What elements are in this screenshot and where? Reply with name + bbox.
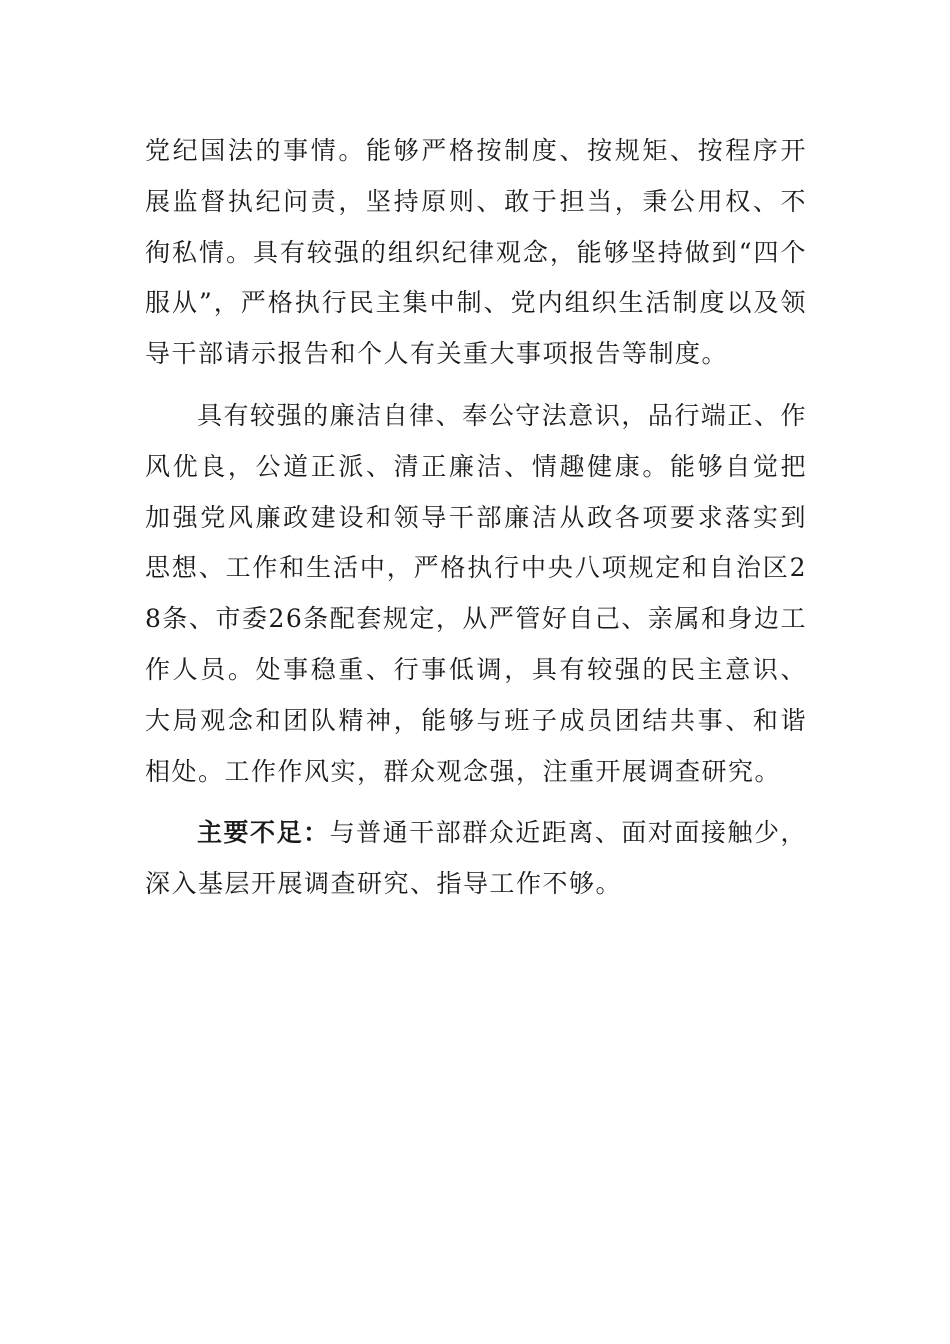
paragraph-continuation: 党纪国法的事情。能够严格按制度、按规矩、按程序开展监督执纪问责，坚持原则、敢于担当，秉公用权、不徇私情。具有较强的组织纪律观念，能够坚持做到“四个服从”，严格执行民主集中制、党内组织生活制度以及领导干部请示报告和个人有关重大事项报告等制度。 bbox=[145, 136, 807, 369]
paragraph-integrity: 具有较强的廉洁自律、奉公守法意识，品行端正、作风优良，公道正派、清正廉洁、情趣健康。能够自觉把加强党风廉政建设和领导干部廉洁从政各项要求落实到思想、工作和生活中，严格执行中央八项规定和自治区28条、市委26条配套规定，从严管好自己、亲属和身边工作人员。处事稳重、行事低调，具有较强的民主意识、大局观念和团队精神，能够与班子成员团结共事、和谐相处。工作作风实，群众观念强，注重开展调查研究。 bbox=[145, 400, 807, 786]
shortcomings-text: 与普通干部群众近距离、面对面接触少，深入基层开展调查研究、指导工作不够。 bbox=[145, 818, 807, 899]
paragraph-shortcomings bbox=[145, 808, 807, 910]
document-body bbox=[145, 126, 807, 921]
shortcomings-label: 主要不足： bbox=[197, 818, 330, 848]
